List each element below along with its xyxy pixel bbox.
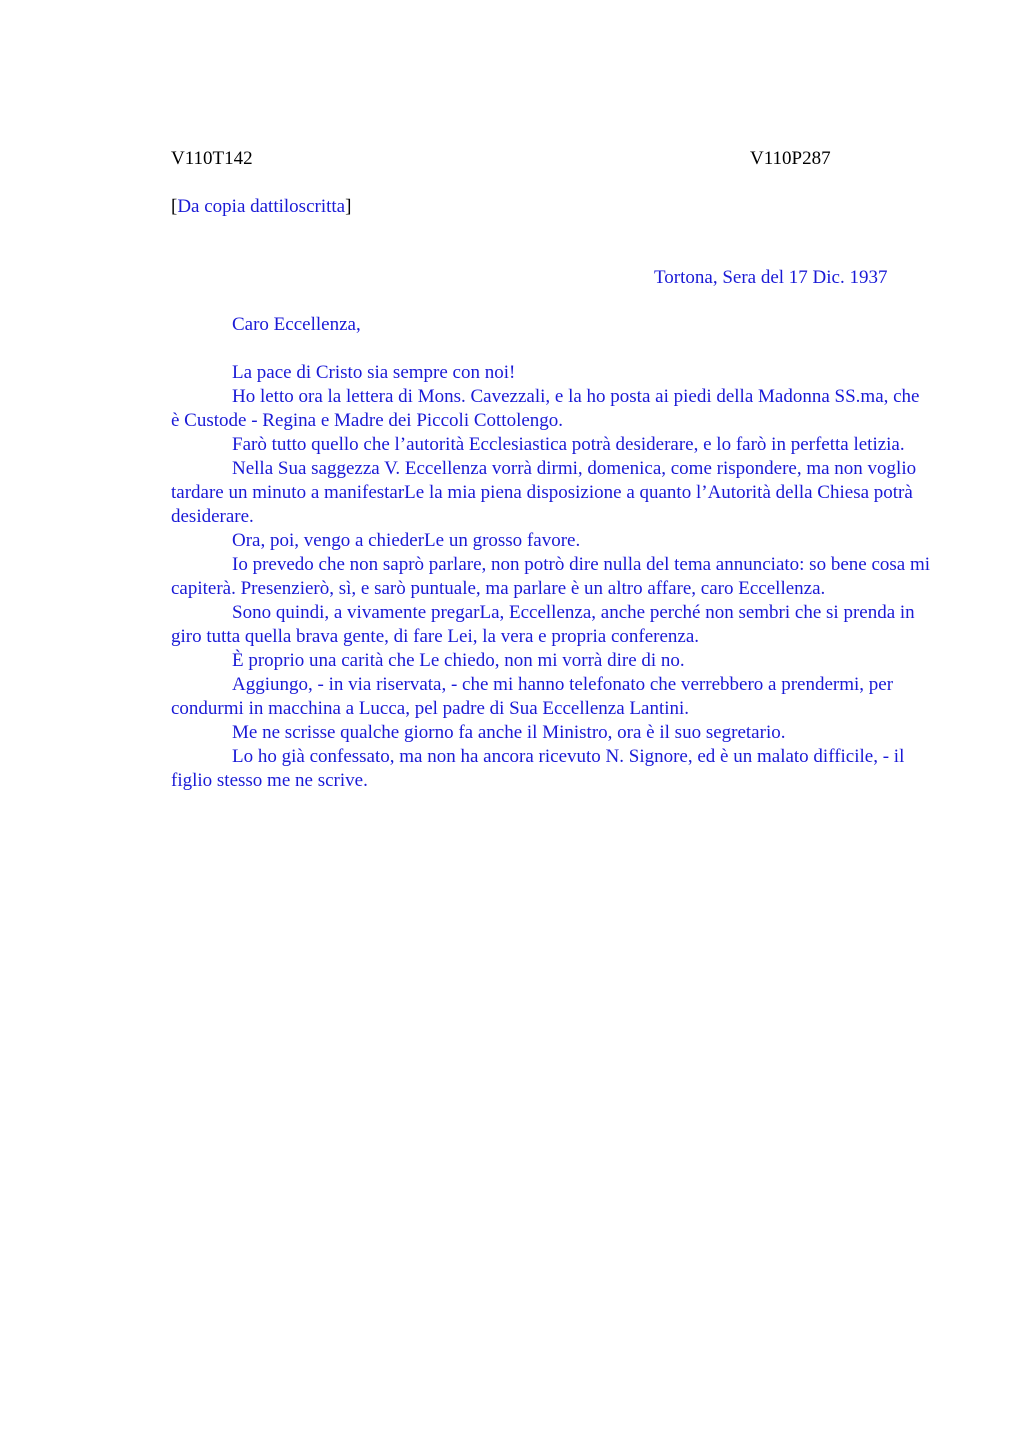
letter-date: Tortona, Sera del 17 Dic. 1937	[654, 267, 888, 288]
letter-paragraph: Ora, poi, vengo a chiederLe un grosso favore.	[232, 530, 581, 551]
letter-paragraph: Io prevedo che non saprò parlare, non potrò dire nulla del tema annunciato: so bene cosa mi capiterà. Presenzierò, sì, e sarò puntuale, ma parlare è un altro affare, caro Eccellenza.	[171, 554, 931, 599]
letter-salutation: Caro Eccellenza,	[232, 314, 361, 335]
letter-paragraph: La pace di Cristo sia sempre con noi!	[232, 362, 516, 383]
source-note-close-bracket: ]	[345, 196, 352, 217]
letter-paragraph: Me ne scrisse qualche giorno fa anche il Ministro, ora è il suo segretario.	[232, 722, 786, 743]
reference-code-left: V110T142	[171, 148, 253, 169]
letter-paragraph: Aggiungo, - in via riservata, - che mi hanno telefonato che verrebbero a prendermi, per condurmi in macchina a Lucca, pel padre di Sua Eccellenza Lantini.	[171, 674, 894, 719]
reference-code-right: V110P287	[750, 148, 831, 169]
source-note-text: Da copia dattiloscritta	[177, 196, 346, 217]
source-note	[171, 195, 351, 219]
letter-body	[171, 361, 931, 793]
letter-paragraph: Farò tutto quello che l’autorità Ecclesiastica potrà desiderare, e lo farò in perfetta letizia.	[232, 434, 905, 455]
letter-paragraph: Ho letto ora la lettera di Mons. Cavezzali, e la ho posta ai piedi della Madonna SS.ma, che è Custode - Regina e Madre dei Piccoli Cottolengo.	[171, 386, 920, 431]
letter-paragraph: Nella Sua saggezza V. Eccellenza vorrà dirmi, domenica, come rispondere, ma non voglio tardare un minuto a manifestarLe la mia piena disposizione a quanto l’Autorità della Chiesa potrà desiderare.	[171, 458, 917, 527]
letter-paragraph: Lo ho già confessato, ma non ha ancora ricevuto N. Signore, ed è un malato difficile, - il figlio stesso me ne scrive.	[171, 746, 905, 791]
letter-paragraph: È proprio una carità che Le chiedo, non mi vorrà dire di no.	[232, 650, 685, 671]
letter-paragraph: Sono quindi, a vivamente pregarLa, Eccellenza, anche perché non sembri che si prenda in giro tutta quella brava gente, di fare Lei, la vera e propria conferenza.	[171, 602, 915, 647]
source-note-open-bracket: [	[171, 196, 178, 217]
